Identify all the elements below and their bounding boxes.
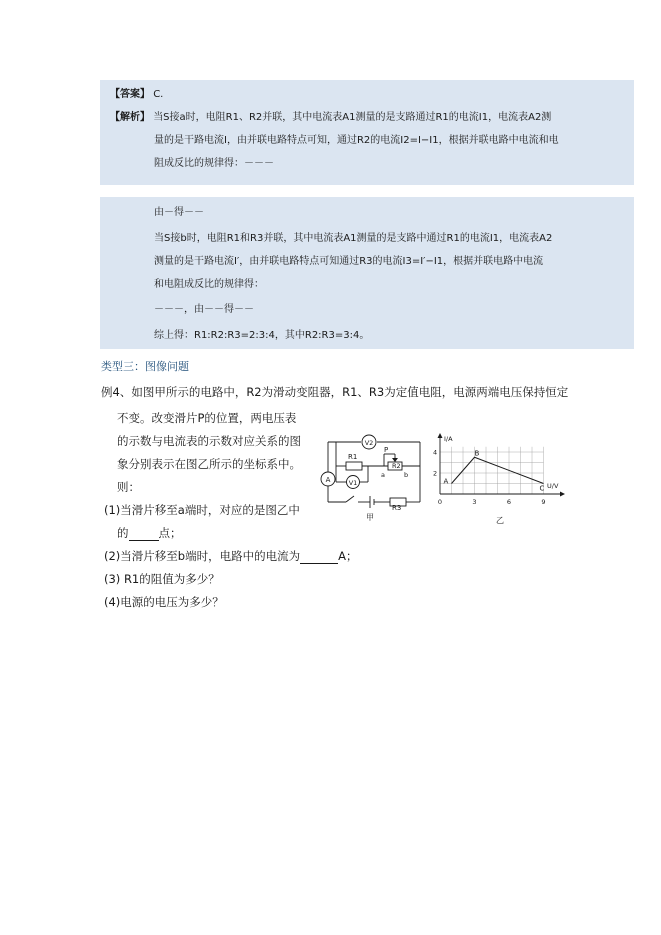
x-tick-label: 6 <box>506 498 512 506</box>
analysis-line-4: 由－得－－ <box>154 207 204 218</box>
r1-label: R1 <box>348 453 358 461</box>
r2-label: R2 <box>392 462 401 470</box>
point-label-b: B <box>474 449 480 458</box>
analysis-line-3: 阻成反比的规律得：－－－ <box>154 158 274 169</box>
x-axis-arrow-icon <box>560 492 565 497</box>
question-1-prefix: 的 <box>117 526 129 540</box>
circuit-diagram <box>318 424 432 522</box>
analysis-line-7: 和电阻成反比的规律得： <box>154 279 264 290</box>
question-1-suffix: 点； <box>158 526 182 540</box>
example-line-4: 象分别表示在图乙所示的坐标系中。 <box>117 457 301 471</box>
slider-p-label: P <box>384 446 389 454</box>
question-3: (3) R1的阻值为多少？ <box>104 572 220 586</box>
question-1-line-2 <box>117 525 182 541</box>
question-2 <box>104 548 357 564</box>
answer-blank-2[interactable] <box>300 549 338 564</box>
question-2-text: (2)当滑片移至b端时，电路中的电流为 <box>104 549 301 563</box>
example-line-1: 例4、如图甲所示的电路中，R2为滑动变阻器，R1、R3为定值电阻，电源两端电压保持恒定 <box>101 385 569 399</box>
ammeter-label: A <box>325 476 331 484</box>
y-tick-label: 2 <box>433 469 438 478</box>
graph-chart <box>430 432 570 526</box>
analysis-text-1: 当S接a时，电阻R1、R2并联，其中电流表A1测量的是支路通过R1的电流I1，电流表A2测 <box>153 112 552 123</box>
answer-box <box>100 80 634 185</box>
analysis-line-9: 综上得：R1:R2:R3=2:3:4，其中R2:R3=3:4。 <box>154 330 370 341</box>
point-label-c: C <box>539 484 545 493</box>
x-tick-label: 9 <box>541 498 546 506</box>
question-1-line-1: (1)当滑片移至a端时，对应的是图乙中 <box>104 503 300 517</box>
analysis-line-1 <box>110 106 551 129</box>
example-line-5: 则： <box>117 480 140 494</box>
y-axis-arrow-icon <box>438 433 443 438</box>
r3-label: R3 <box>392 504 402 512</box>
analysis-line-8: －－－，由－－得－－ <box>154 304 254 315</box>
analysis-line-5: 当S接b时，电阻R1和R3并联，其中电流表A1测量的是支路中通过R1的电流I1，电流表A2 <box>154 233 553 244</box>
section-title: 类型三：图像问题 <box>101 360 189 373</box>
voltmeter-v1-label: V1 <box>348 479 358 487</box>
y-axis-label: I/A <box>444 435 453 443</box>
analysis-box <box>100 197 634 349</box>
answer-blank-1[interactable] <box>129 526 159 541</box>
voltmeter-v2-label: V2 <box>364 439 374 447</box>
y-tick-label: 4 <box>433 448 438 457</box>
terminal-b-label: b <box>404 471 409 479</box>
answer-label: 【答案】 <box>110 89 150 100</box>
example-line-2: 不变。改变滑片P的位置，两电压表 <box>117 411 297 425</box>
circuit-caption: 甲 <box>366 513 374 522</box>
question-2-unit: A； <box>338 549 358 563</box>
terminal-a-label: a <box>381 471 385 479</box>
analysis-line-2: 量的是干路电流I，由并联电路特点可知，通过R2的电流I2=I−I1，根据并联电路中电流和电 <box>154 135 559 146</box>
analysis-line-6: 测量的是干路电流I′，由并联电路特点可知通过R3的电流I3=I′−I1，根据并联电路中电流 <box>154 256 544 267</box>
x-axis-label: U/V <box>547 482 559 490</box>
x-tick-label: 0 <box>437 498 443 506</box>
answer-line <box>110 83 163 106</box>
point-label-a: A <box>443 477 449 486</box>
x-tick-label: 3 <box>472 498 477 506</box>
answer-value: C. <box>153 89 164 100</box>
graph-caption: 乙 <box>496 516 504 525</box>
analysis-label: 【解析】 <box>110 112 150 123</box>
example-line-3: 的示数与电流表的示数对应关系的图 <box>117 434 301 448</box>
question-4: (4)电源的电压为多少？ <box>104 595 224 609</box>
